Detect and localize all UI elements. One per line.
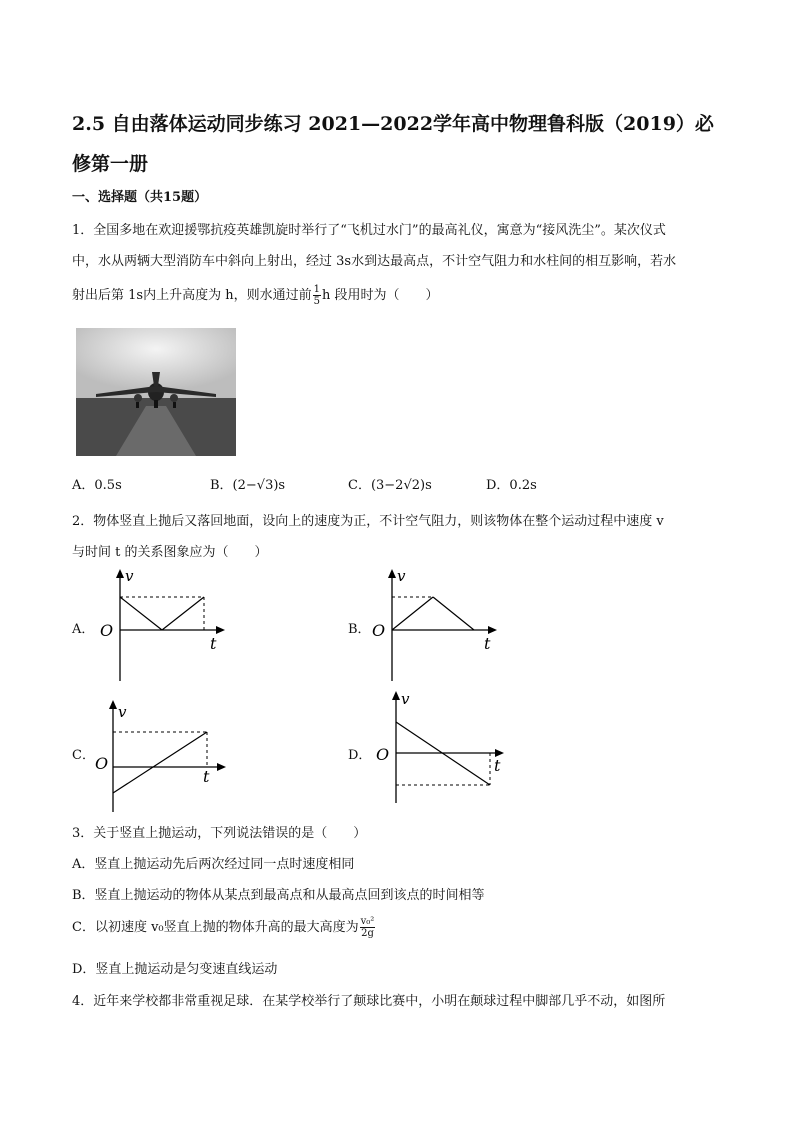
q1-option-a[interactable]: A．0.5s (72, 478, 122, 493)
section-heading: 一、选择题（共15题） (72, 190, 208, 205)
q1-line3-pre: 射出后第 1s内上升高度为 h，则水通过前 (72, 288, 312, 303)
q2-graph-a-v-label: v (125, 567, 134, 585)
q3-line1: 3．关于竖直上抛运动，下列说法错误的是（ ） (72, 826, 367, 841)
q4-line1: 4．近年来学校都非常重视足球．在某学校举行了颠球比赛中，小明在颠球过程中脚部几乎不动，如图所 (72, 994, 666, 1009)
q2-option-c-label[interactable]: C． (72, 748, 95, 763)
q2-graph-d-v-label: v (401, 690, 410, 708)
q3-fraction (360, 916, 376, 939)
airplane-water-gate-photo (76, 328, 236, 456)
q3-frac-num: v₀² (360, 916, 375, 927)
q2-graph-b-t-label: t (484, 634, 491, 653)
q3-option-d[interactable]: D．竖直上抛运动是匀变速直线运动 (72, 962, 278, 977)
q2-graph-c-v-label: v (118, 703, 127, 721)
q2-graph-b-v-label: v (397, 567, 406, 585)
q2-graph-b[interactable] (367, 566, 502, 686)
q2-graph-d-origin: O (376, 745, 390, 764)
q2-graph-a[interactable] (95, 566, 230, 686)
q2-graph-a-t-label: t (210, 634, 217, 653)
q2-graph-b-origin: O (372, 621, 386, 640)
q2-graph-c[interactable] (93, 697, 233, 817)
q2-graph-d-t-label: t (494, 756, 501, 775)
q1-frac-num: 1 (313, 284, 320, 295)
q1-option-b[interactable]: B．(2−√3)s (210, 478, 286, 493)
q3-option-a[interactable]: A．竖直上抛运动先后两次经过同一点时速度相同 (72, 857, 355, 872)
q2-graph-c-origin: O (95, 754, 109, 773)
q2-line1: 2．物体竖直上抛后又落回地面，设向上的速度为正，不计空气阻力，则该物体在整个运动过程中速度 v (72, 514, 664, 529)
q3-option-c[interactable] (72, 916, 376, 939)
q1-option-d[interactable]: D．0.2s (486, 478, 537, 493)
q3-option-b[interactable]: B．竖直上抛运动的物体从某点到最高点和从最高点回到该点的时间相等 (72, 888, 485, 903)
q2-graph-d[interactable] (368, 688, 508, 808)
q1-line2: 中，水从两辆大型消防车中斜向上射出，经过 3s水到达最高点，不计空气阻力和水柱间的相互影响，若水 (72, 254, 677, 269)
q3-option-c-text: C．以初速度 v₀竖直上抛的物体升高的最大高度为 (72, 920, 359, 935)
q1-line1: 1．全国多地在欢迎援鄂抗疫英雄凯旋时举行了“飞机过水门”的最高礼仪，寓意为“接风洗尘”。某次仪式 (72, 223, 666, 238)
q2-option-a-label[interactable]: A． (72, 622, 95, 637)
q2-option-d-label[interactable]: D． (348, 748, 372, 763)
airplane-illustration (76, 328, 236, 456)
page-title: 2.5 自由落体运动同步练习 2021—2022学年高中物理鲁科版（2019）必修第一册 (72, 113, 714, 175)
q1-fraction (313, 284, 321, 307)
q1-option-c[interactable]: C．(3−2√2)s (348, 478, 432, 493)
q1-line3 (72, 284, 438, 307)
q2-graph-c-t-label: t (203, 767, 210, 786)
q2-option-b-label[interactable]: B． (348, 622, 371, 637)
q1-line3-post: h 段用时为（ ） (321, 288, 439, 303)
q1-frac-den: 5 (313, 296, 320, 307)
q3-frac-den: 2g (361, 928, 374, 939)
q2-line2: 与时间 t 的关系图象应为（ ） (72, 545, 268, 560)
q2-graph-a-origin: O (100, 621, 114, 640)
